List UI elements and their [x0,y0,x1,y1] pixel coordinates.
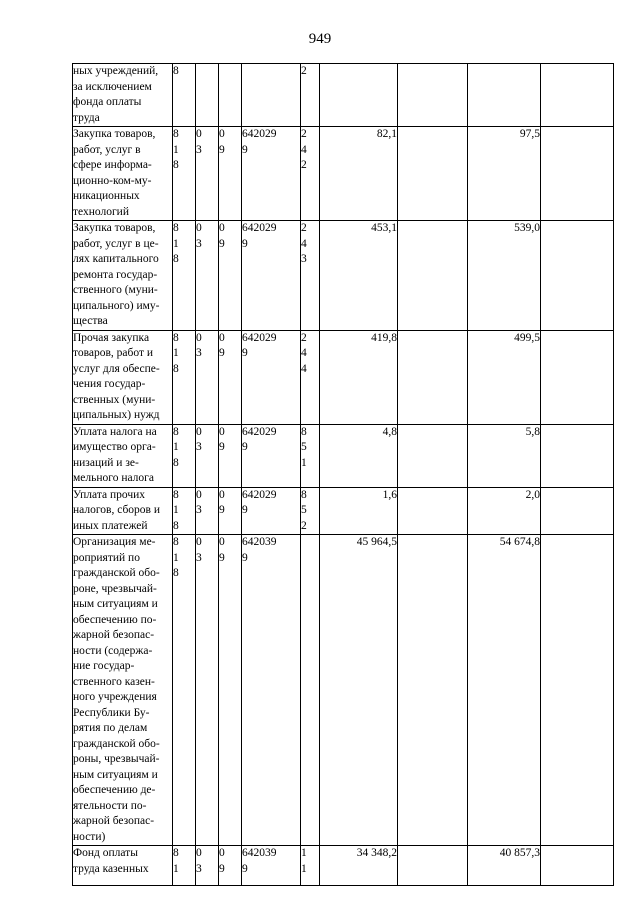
subsection-code-cell-line: 9 [219,237,225,250]
ministry-code-cell-line: 8 [173,847,179,859]
item-name-cell [73,64,173,127]
item-name-cell-line: ственных (муни- [73,393,156,406]
ministry-code-cell [173,330,196,424]
item-name-cell-line: налогов, сборов и [73,504,161,516]
section-code-cell [196,64,219,127]
section-code-cell-line: 3 [196,551,202,564]
target-article-cell-line: 9 [242,143,248,156]
subsection-code-cell [219,330,242,424]
expense-type-cell [301,424,320,487]
item-name-cell-line: ного учреждения [73,691,157,703]
item-name-cell-line: ным ситуациям и [73,768,158,781]
subsection-code-cell [219,221,242,331]
expense-type-cell-line: 2 [301,159,307,171]
subsection-code-cell [219,487,242,535]
item-name-cell-line: ности (содержа- [73,644,153,657]
item-name-cell [73,127,173,221]
ministry-code-cell-line: 8 [173,159,179,171]
amount-cell-year1: 419,8 [320,330,398,424]
expense-type-cell-line: 8 [301,488,307,501]
target-article-cell [242,127,301,221]
section-code-cell [196,221,219,331]
amount-cell-year1: 45 964,5 [320,535,398,846]
target-article-cell-line: 642029 [242,222,277,234]
item-name-cell-line: гражданской обо- [73,567,160,579]
target-article-cell-line: 642029 [242,425,277,438]
empty-cell [398,846,468,886]
subsection-code-cell [219,535,242,846]
item-name-cell [73,535,173,846]
item-name-cell-line: технологий [73,205,129,218]
item-name-cell-line: щества [73,315,108,327]
subsection-code-cell [219,846,242,886]
empty-cell [541,846,614,886]
section-code-cell-line: 0 [196,222,202,234]
item-name-cell-line: гражданской обо- [73,737,160,750]
subsection-code-cell-line: 9 [219,347,225,359]
ministry-code-cell [173,424,196,487]
expense-type-cell-line: 2 [301,222,307,234]
budget-table [72,63,614,886]
expense-type-cell-line: 1 [301,862,307,875]
empty-cell [398,330,468,424]
item-name-cell-line: ятельности по- [73,799,147,812]
amount-cell-year2: 539,0 [468,221,541,331]
expense-type-cell-line: 1 [301,847,307,859]
subsection-code-cell-line: 0 [219,488,225,501]
amount-cell-year1: 4,8 [320,424,398,487]
target-article-cell-line: 9 [242,347,248,359]
subsection-code-cell-line: 0 [219,331,225,344]
empty-cell [541,487,614,535]
target-article-cell [242,64,301,127]
item-name-cell-line: ственного (муни- [73,284,158,296]
item-name-cell-line: низаций и зе- [73,456,139,469]
item-name-cell [73,221,173,331]
item-name-cell-line: работ, услуг в [73,143,141,156]
item-name-cell-line: рятия по делам [73,722,148,734]
target-article-cell-line: 9 [242,441,248,453]
item-name-cell [73,330,173,424]
item-name-cell-line: труда казенных [73,862,149,875]
subsection-code-cell [219,64,242,127]
subsection-code-cell-line: 0 [219,847,225,859]
empty-cell [541,221,614,331]
section-code-cell-line: 0 [196,128,202,140]
ministry-code-cell-line: 8 [173,253,179,265]
empty-cell [398,487,468,535]
subsection-code-cell [219,127,242,221]
item-name-cell-line: Закупка товаров, [73,222,156,234]
section-code-cell-line: 0 [196,425,202,438]
target-article-cell-line: 9 [242,504,248,516]
ministry-code-cell-line: 8 [173,65,179,77]
expense-type-cell-line: 5 [301,441,307,453]
empty-cell [398,424,468,487]
table-row [73,424,614,487]
target-article-cell [242,846,301,886]
table-body [73,64,614,886]
expense-type-cell [301,330,320,424]
item-name-cell-line: Уплата прочих [73,488,146,501]
empty-cell [541,64,614,127]
item-name-cell-line: жарной безопас- [73,629,155,641]
ministry-code-cell-line: 8 [173,456,179,469]
amount-cell-year2 [468,64,541,127]
section-code-cell [196,846,219,886]
item-name-cell-line: за исключением [73,80,152,93]
target-article-cell-line: 9 [242,551,248,564]
section-code-cell-line: 3 [196,143,202,156]
subsection-code-cell-line: 0 [219,222,225,234]
table-row [73,127,614,221]
ministry-code-cell-line: 8 [173,128,179,140]
section-code-cell [196,487,219,535]
target-article-cell [242,487,301,535]
amount-cell-year2: 5,8 [468,424,541,487]
item-name-cell-line: ных учреждений, [73,65,159,77]
ministry-code-cell-line: 1 [173,441,179,453]
item-name-cell-line: роне, чрезвычай- [73,582,157,595]
ministry-code-cell [173,64,196,127]
amount-cell-year2: 2,0 [468,487,541,535]
expense-type-cell-line: 4 [301,362,307,375]
empty-cell [541,424,614,487]
section-code-cell-line: 0 [196,488,202,501]
target-article-cell-line: 642039 [242,536,277,548]
ministry-code-cell-line: 1 [173,237,179,250]
page-number: 949 [308,31,332,47]
target-article-cell-line: 642029 [242,488,277,501]
item-name-cell-line: ние государ- [73,660,135,672]
expense-type-cell-line: 8 [301,425,307,438]
item-name-cell-line: ремонта государ- [73,268,158,281]
target-article-cell [242,330,301,424]
section-code-cell [196,535,219,846]
item-name-cell-line: Республики Бу- [73,706,150,719]
ministry-code-cell-line: 1 [173,862,179,875]
ministry-code-cell-line: 8 [173,488,179,501]
table-row [73,846,614,886]
ministry-code-cell-line: 8 [173,362,179,375]
expense-type-cell-line: 2 [301,519,307,532]
empty-cell [541,535,614,846]
subsection-code-cell-line: 9 [219,504,225,516]
item-name-cell-line: иных платежей [73,519,148,532]
section-code-cell-line: 0 [196,847,202,859]
ministry-code-cell-line: 8 [173,222,179,234]
ministry-code-cell [173,127,196,221]
amount-cell-year1: 1,6 [320,487,398,535]
section-code-cell [196,127,219,221]
subsection-code-cell-line: 0 [219,128,225,140]
table-row [73,221,614,331]
subsection-code-cell-line: 9 [219,441,225,453]
target-article-cell-line: 9 [242,237,248,250]
ministry-code-cell [173,846,196,886]
item-name-cell [73,424,173,487]
item-name-cell [73,846,173,886]
section-code-cell-line: 3 [196,504,202,516]
target-article-cell [242,221,301,331]
subsection-code-cell-line: 0 [219,536,225,548]
item-name-cell-line: ности) [73,830,106,843]
item-name-cell-line: Уплата налога на [73,425,157,438]
expense-type-cell [301,221,320,331]
empty-cell [541,330,614,424]
section-code-cell-line: 3 [196,347,202,359]
empty-cell [541,127,614,221]
target-article-cell-line: 642039 [242,847,277,859]
section-code-cell [196,424,219,487]
section-code-cell-line: 3 [196,441,202,453]
item-name-cell-line: чения государ- [73,378,146,390]
item-name-cell-line: ципальных) нужд [73,409,160,421]
ministry-code-cell [173,221,196,331]
subsection-code-cell [219,424,242,487]
empty-cell [398,535,468,846]
expense-type-cell [301,846,320,886]
expense-type-cell-line: 3 [301,253,307,265]
ministry-code-cell-line: 8 [173,519,179,532]
expense-type-cell-line: 4 [301,143,307,156]
amount-cell-year2: 54 674,8 [468,535,541,846]
table-row [73,535,614,846]
subsection-code-cell-line: 9 [219,862,225,875]
subsection-code-cell-line: 9 [219,551,225,564]
item-name-cell-line: труда [73,111,100,124]
item-name-cell-line: жарной безопас- [73,815,155,827]
expense-type-cell [301,127,320,221]
ministry-code-cell-line: 8 [173,536,179,548]
ministry-code-cell-line: 1 [173,347,179,359]
expense-type-cell-line: 2 [301,65,307,77]
ministry-code-cell-line: 8 [173,331,179,344]
item-name-cell-line: ственного казен- [73,675,155,688]
item-name-cell-line: сфере информа- [73,159,152,171]
expense-type-cell [301,487,320,535]
ministry-code-cell-line: 1 [173,551,179,564]
section-code-cell [196,330,219,424]
item-name-cell-line: никационных [73,190,140,202]
item-name-cell-line: Прочая закупка [73,331,150,344]
ministry-code-cell-line: 1 [173,504,179,516]
amount-cell-year1: 453,1 [320,221,398,331]
table-row [73,330,614,424]
amount-cell-year2: 499,5 [468,330,541,424]
expense-type-cell-line: 2 [301,331,307,344]
expense-type-cell-line: 4 [301,237,307,250]
item-name-cell-line: имущество орга- [73,441,156,453]
item-name-cell-line: услуг для обеспе- [73,362,160,375]
item-name-cell-line: фонда оплаты [73,96,142,108]
subsection-code-cell-line: 9 [219,143,225,156]
empty-cell [398,64,468,127]
item-name-cell-line: Фонд оплаты [73,847,138,859]
item-name-cell-line: Закупка товаров, [73,128,156,140]
table-row [73,64,614,127]
expense-type-cell [301,64,320,127]
amount-cell-year2: 40 857,3 [468,846,541,886]
ministry-code-cell [173,487,196,535]
target-article-cell-line: 9 [242,862,248,875]
item-name-cell-line: обеспечению по- [73,613,157,626]
item-name-cell-line: товаров, работ и [73,347,154,359]
empty-cell [398,127,468,221]
expense-type-cell [301,535,320,846]
item-name-cell-line: ным ситуациям и [73,598,158,610]
expense-type-cell-line: 1 [301,456,307,469]
item-name-cell-line: Организация ме- [73,536,156,548]
item-name-cell-line: мельного налога [73,472,154,484]
expense-type-cell-line: 2 [301,128,307,140]
item-name-cell-line: роны, чрезвычай- [73,753,160,765]
table-row [73,487,614,535]
subsection-code-cell-line: 0 [219,425,225,438]
target-article-cell-line: 642029 [242,128,277,140]
item-name-cell-line: ционно-ком-му- [73,174,152,187]
section-code-cell-line: 0 [196,536,202,548]
ministry-code-cell-line: 8 [173,425,179,438]
amount-cell-year1: 82,1 [320,127,398,221]
target-article-cell [242,424,301,487]
item-name-cell-line: обеспечению де- [73,784,156,796]
target-article-cell-line: 642029 [242,331,277,344]
item-name-cell-line: работ, услуг в це- [73,237,159,250]
item-name-cell-line: лях капитального [73,253,159,265]
item-name-cell-line: роприятий по [73,551,140,564]
amount-cell-year1: 34 348,2 [320,846,398,886]
expense-type-cell-line: 4 [301,347,307,359]
ministry-code-cell-line: 8 [173,567,179,579]
section-code-cell-line: 0 [196,331,202,344]
ministry-code-cell [173,535,196,846]
target-article-cell [242,535,301,846]
amount-cell-year1 [320,64,398,127]
item-name-cell-line: ципального) иму- [73,299,160,312]
expense-type-cell-line: 5 [301,504,307,516]
empty-cell [398,221,468,331]
section-code-cell-line: 3 [196,237,202,250]
ministry-code-cell-line: 1 [173,143,179,156]
section-code-cell-line: 3 [196,862,202,875]
item-name-cell [73,487,173,535]
amount-cell-year2: 97,5 [468,127,541,221]
